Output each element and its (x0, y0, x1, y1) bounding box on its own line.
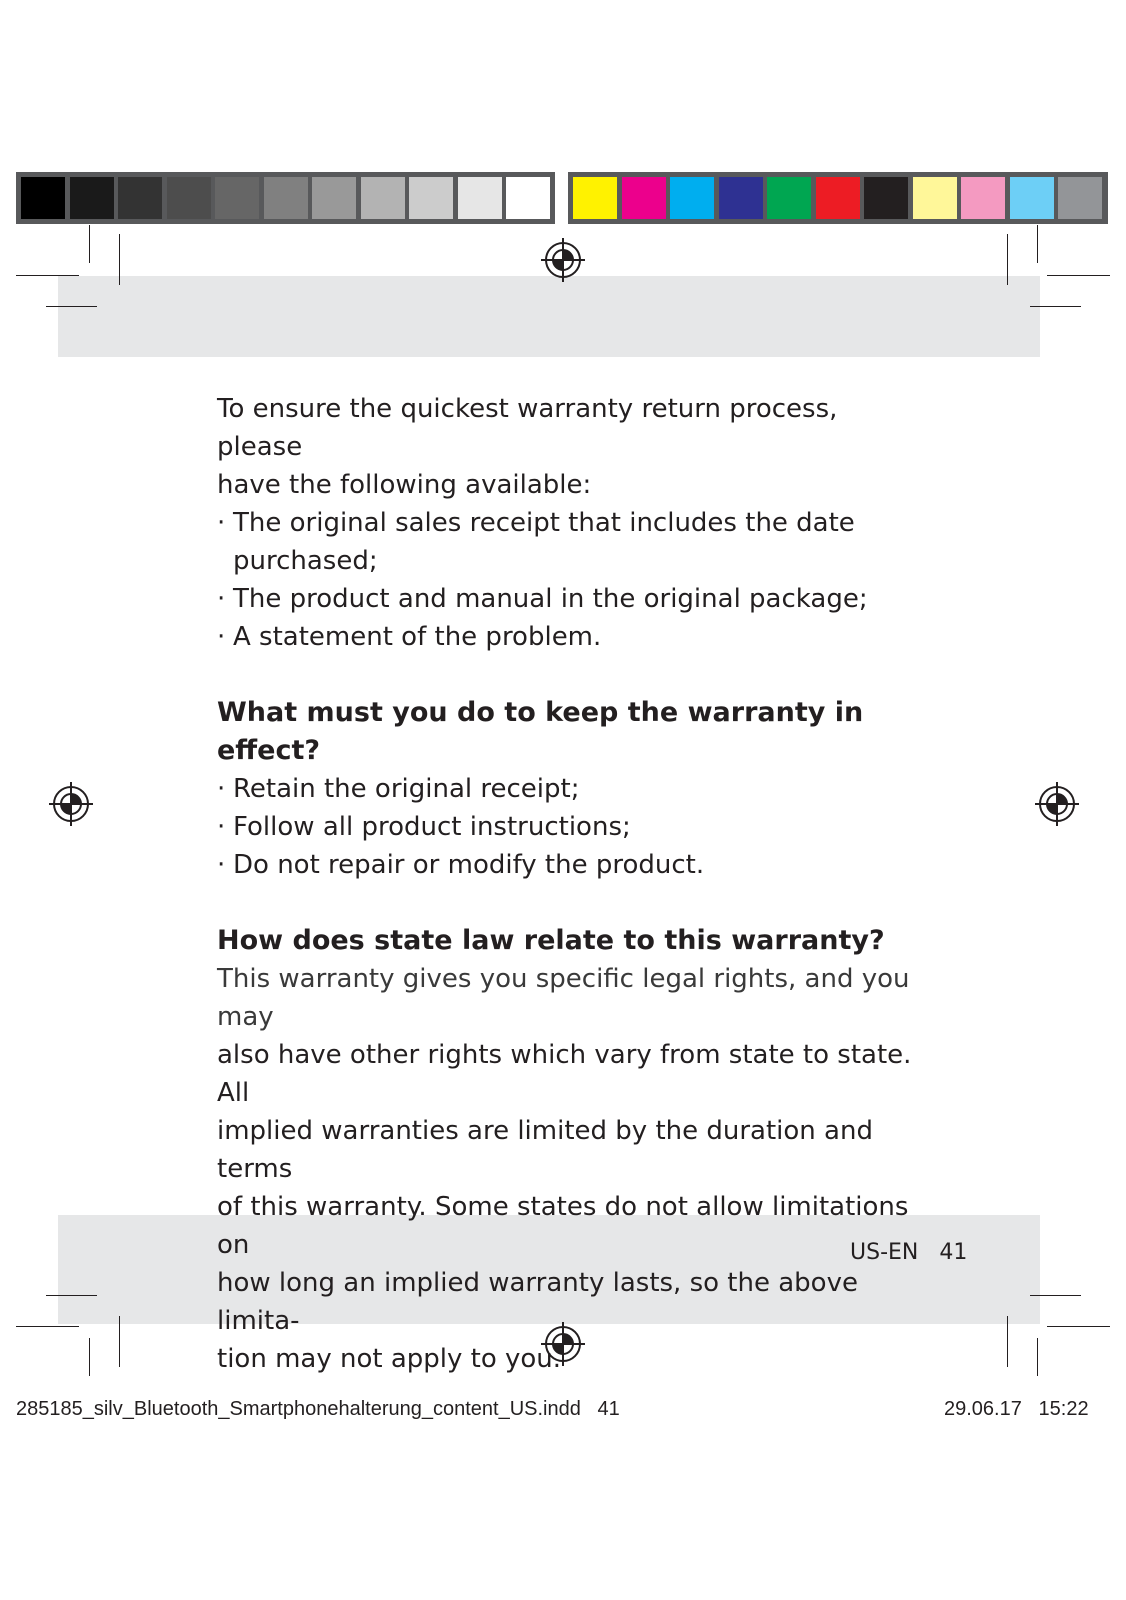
list-item: · The product and manual in the original package; (217, 584, 868, 614)
slug-timestamp (944, 1398, 1089, 1421)
locale-label: US-EN (850, 1240, 919, 1265)
color-swatch (816, 177, 860, 219)
slug-date: 29.06.17 (944, 1398, 1022, 1420)
grayscale-swatch (70, 177, 114, 219)
color-swatch (622, 177, 666, 219)
grayscale-swatch (167, 177, 211, 219)
list-item: · A statement of the problem. (217, 622, 602, 652)
crop-mark (119, 1316, 120, 1367)
color-swatch (670, 177, 714, 219)
grayscale-swatch (312, 177, 356, 219)
grayscale-swatch (118, 177, 162, 219)
crop-mark (16, 275, 79, 276)
grayscale-swatch (506, 177, 550, 219)
grayscale-swatch (458, 177, 502, 219)
page-footer (850, 1240, 967, 1265)
color-swatch (1058, 177, 1102, 219)
crop-mark (1037, 1338, 1038, 1376)
crop-mark (1007, 234, 1008, 285)
color-swatch (719, 177, 763, 219)
registration-mark-icon (541, 238, 585, 282)
body-line: also have other rights which vary from state to state. All (217, 1040, 912, 1108)
body-line: implied warranties are limited by the duration and terms (217, 1116, 873, 1184)
color-swatch (864, 177, 908, 219)
crop-mark (1030, 1295, 1081, 1296)
process-color-bar (568, 172, 1108, 224)
grayscale-swatch (409, 177, 453, 219)
section-heading: What must you do to keep the warranty in effect? (217, 697, 864, 766)
slug-file-info (16, 1398, 620, 1421)
registration-mark-icon (49, 782, 93, 826)
color-swatch (961, 177, 1005, 219)
crop-mark (1047, 1326, 1110, 1327)
list-item: · Do not repair or modify the product. (217, 850, 705, 880)
grayscale-swatch (21, 177, 65, 219)
color-swatch (1010, 177, 1054, 219)
grayscale-swatch (264, 177, 308, 219)
list-item: · The original sales receipt that includes the date purchased; (217, 508, 855, 576)
section-heading: How does state law relate to this warranty? (217, 925, 885, 956)
color-swatch (573, 177, 617, 219)
list-item: · Follow all product instructions; (217, 812, 631, 842)
color-swatch (767, 177, 811, 219)
body-line: how long an implied warranty lasts, so the above limita- (217, 1268, 858, 1336)
page-number: 41 (939, 1240, 968, 1265)
crop-mark (89, 225, 90, 263)
intro-line: To ensure the quickest warranty return process, please (217, 394, 838, 462)
crop-mark (1037, 225, 1038, 263)
color-swatch (913, 177, 957, 219)
crop-mark (46, 306, 97, 307)
warranty-text-block (217, 390, 917, 1378)
grayscale-swatch (215, 177, 259, 219)
intro-line: have the following available: (217, 470, 592, 500)
body-line: This warranty gives you specific legal rights, and you may (217, 964, 910, 1032)
slug-filename: 285185_silv_Bluetooth_Smartphonehalterung_content_US.indd (16, 1398, 581, 1420)
crop-mark (119, 234, 120, 285)
header-band (58, 276, 1040, 357)
body-line: tion may not apply to you. (217, 1344, 562, 1374)
slug-page: 41 (597, 1398, 620, 1420)
crop-mark (46, 1295, 97, 1296)
slug-time: 15:22 (1038, 1398, 1089, 1420)
registration-mark-icon (1035, 782, 1079, 826)
crop-mark (1030, 306, 1081, 307)
body-line: of this warranty. Some states do not allow limitations on (217, 1192, 909, 1260)
crop-mark (1007, 1316, 1008, 1367)
grayscale-swatch (361, 177, 405, 219)
crop-mark (89, 1338, 90, 1376)
grayscale-color-bar (16, 172, 555, 224)
list-item: · Retain the original receipt; (217, 774, 580, 804)
crop-mark (1047, 275, 1110, 276)
crop-mark (16, 1326, 79, 1327)
